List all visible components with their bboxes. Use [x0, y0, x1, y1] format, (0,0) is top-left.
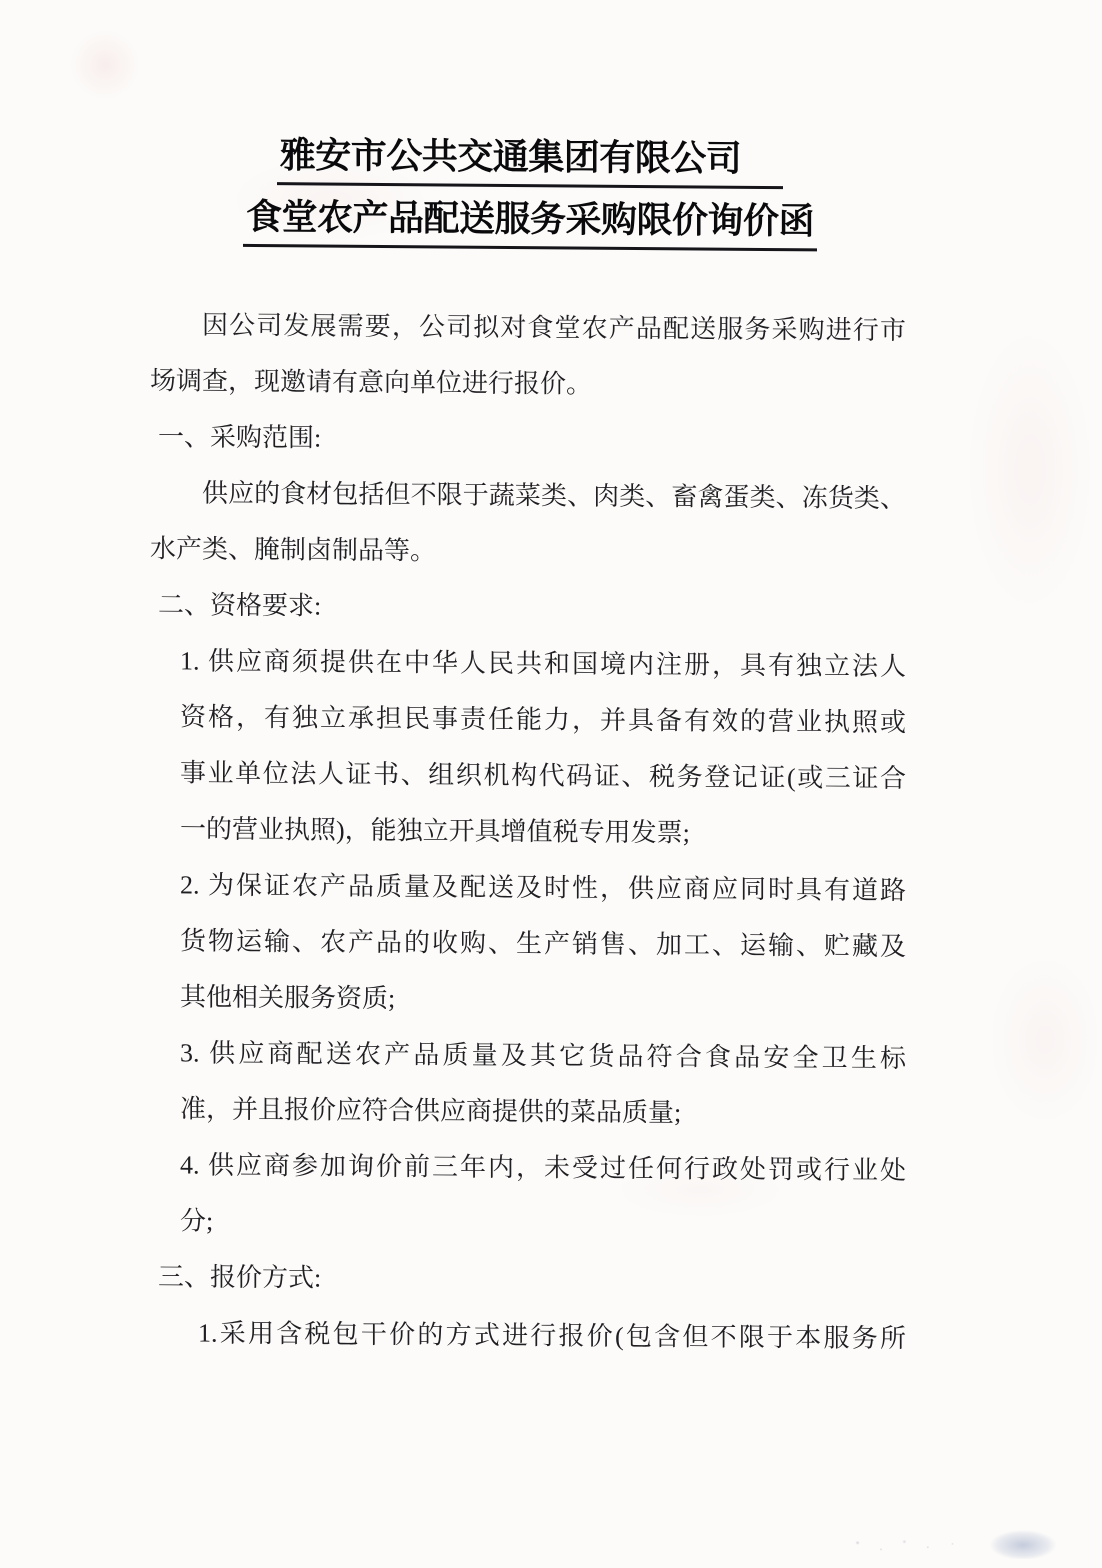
- text-line: 二、资格要求:: [158, 590, 322, 621]
- text-line: 供应的食材包括但不限于蔬菜类、肉类、畜禽蛋类、冻货类、: [202, 478, 906, 514]
- text-line: 一的营业执照)，能独立开具增值税专用发票;: [180, 814, 690, 848]
- text-line: 水产类、腌制卤制品等。: [150, 534, 437, 566]
- document-title-line-2: [150, 185, 910, 253]
- document-body: [150, 297, 910, 1367]
- text-line: 1.采用含税包干价的方式进行报价(包含但不限于本服务所: [198, 1318, 906, 1354]
- title-underlined-text-2: 食堂农产品配送服务采购限价询价函: [243, 192, 817, 252]
- text-line: 4. 供应商参加询价前三年内，未受过任何行政处罚或行业处: [180, 1150, 906, 1186]
- text-line: 一、采购范围:: [158, 422, 322, 453]
- text-line: 分;: [180, 1206, 214, 1236]
- title-underlined-text-1: 雅安市公共交通集团有限公司: [277, 130, 784, 189]
- document-title-line-1: [150, 123, 910, 191]
- text-line: 因公司发展需要，公司拟对食堂农产品配送服务采购进行市: [202, 310, 906, 346]
- text-line: 货物运输、农产品的收购、生产销售、加工、运输、贮藏及: [180, 926, 906, 962]
- document-title: [150, 123, 910, 253]
- text-line: 2. 为保证农产品质量及配送及时性，供应商应同时具有道路: [180, 870, 906, 906]
- text-line: 三、报价方式:: [158, 1262, 322, 1293]
- text-line: 3. 供应商配送农产品质量及其它货品符合食品安全卫生标: [180, 1038, 906, 1074]
- text-line: 事业单位法人证书、组织机构代码证、税务登记证(或三证合: [180, 758, 906, 794]
- text-line: 1. 供应商须提供在中华人民共和国境内注册，具有独立法人: [180, 646, 906, 682]
- text-line: 资格，有独立承担民事责任能力，并具备有效的营业执照或: [180, 702, 906, 738]
- text-line: 准，并且报价应符合供应商提供的菜品质量;: [180, 1094, 682, 1128]
- text-line: 场调查，现邀请有意向单位进行报价。: [150, 366, 593, 399]
- text-line: 其他相关服务资质;: [180, 982, 396, 1014]
